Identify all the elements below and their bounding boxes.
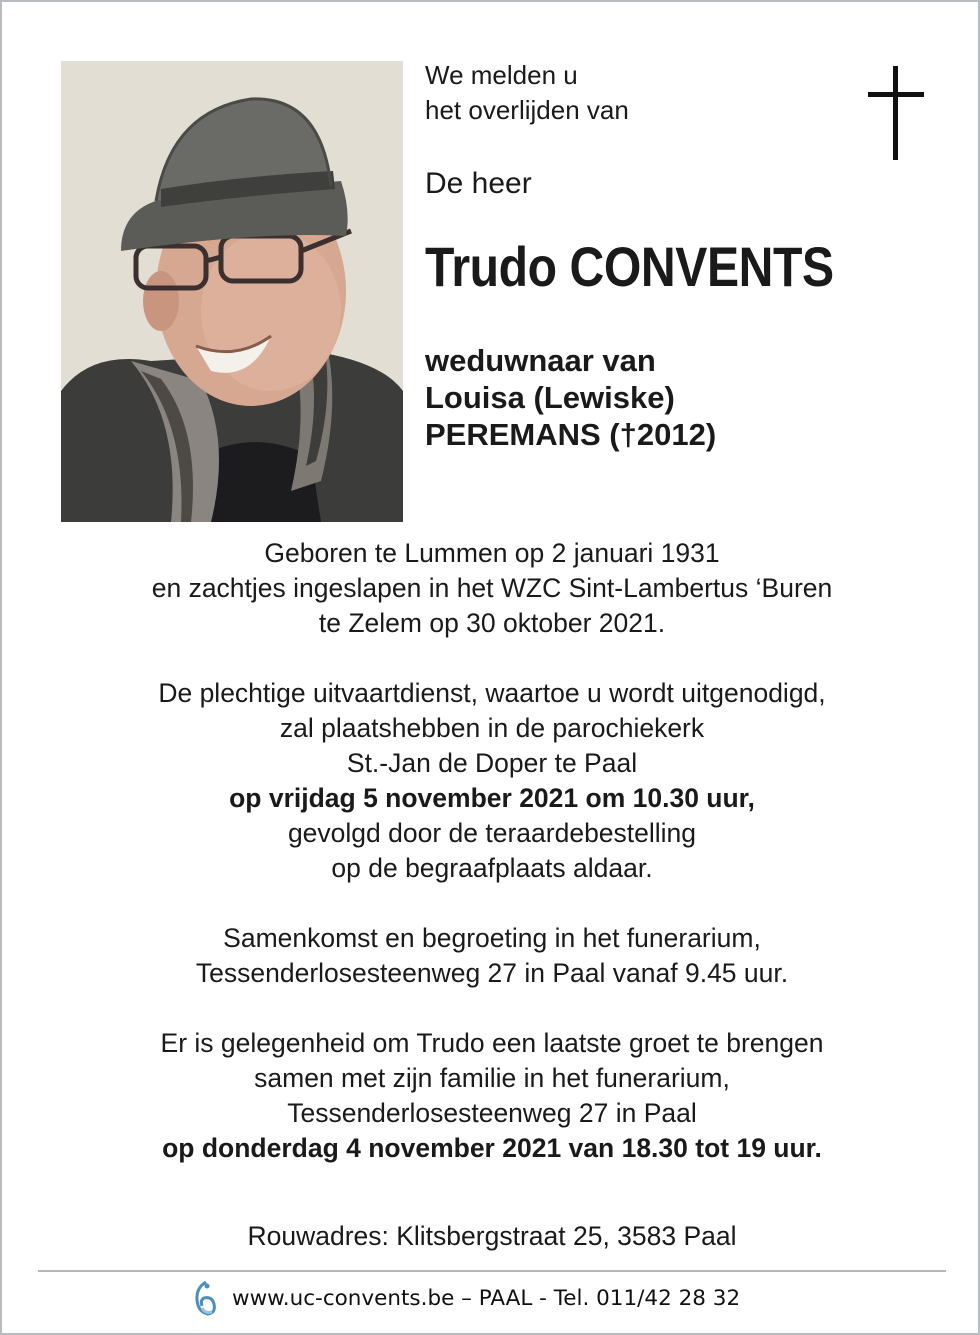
farewell-date-line: op donderdag 4 november 2021 van 18.30 tot 19 uur. <box>162 1133 822 1163</box>
funeral-line: op de begraafplaats aldaar. <box>331 853 653 883</box>
spouse-line: Louisa (Lewiske) <box>425 380 675 415</box>
funeral-line: St.-Jan de Doper te Paal <box>346 748 638 778</box>
footer <box>192 1278 740 1318</box>
footer-contact: www.uc-convents.be – PAAL - Tel. 011/42 28 32 <box>232 1285 741 1311</box>
spouse-info <box>425 342 716 453</box>
footer-divider <box>38 1270 946 1272</box>
gathering-line: Samenkomst en begroeting in het funerarium, <box>223 923 761 953</box>
farewell-line: Er is gelegenheid om Trudo een laatste groet te brengen <box>160 1028 824 1058</box>
funeral-date-line: op vrijdag 5 november 2021 om 10.30 uur, <box>229 783 755 813</box>
intro-line: We melden u <box>425 60 578 90</box>
birth-death-line: te Zelem op 30 oktober 2021. <box>318 608 666 638</box>
funeral-line: De plechtige uitvaartdienst, waartoe u wordt uitgenodigd, <box>158 678 826 708</box>
funeral-line: zal plaatshebben in de parochiekerk <box>279 713 705 743</box>
deceased-name: Trudo CONVENTS <box>425 235 834 298</box>
cross-icon <box>868 66 924 160</box>
intro-text <box>425 58 629 128</box>
spouse-line: weduwnaar van <box>425 343 656 378</box>
funeral-home-logo-icon <box>192 1280 218 1316</box>
portrait-illustration <box>61 61 403 522</box>
gathering-line: Tessenderlosesteenweg 27 in Paal vanaf 9.45 uur. <box>195 958 789 988</box>
honorific: De heer <box>425 167 532 200</box>
birth-death-line: en zachtjes ingeslapen in het WZC Sint-Lambertus ‘Buren <box>151 573 833 603</box>
portrait-photo <box>61 61 403 522</box>
details-text <box>42 536 942 1166</box>
mourning-address: Rouwadres: Klitsbergstraat 25, 3583 Paal <box>247 1221 737 1251</box>
intro-line: het overlijden van <box>425 95 629 125</box>
birth-death-line: Geboren te Lummen op 2 januari 1931 <box>264 538 720 568</box>
funeral-line: gevolgd door de teraardebestelling <box>287 818 697 848</box>
farewell-line: Tessenderlosesteenweg 27 in Paal <box>287 1098 697 1128</box>
spouse-line: PEREMANS (†2012) <box>425 417 717 452</box>
farewell-line: samen met zijn familie in het funerarium, <box>254 1063 730 1093</box>
